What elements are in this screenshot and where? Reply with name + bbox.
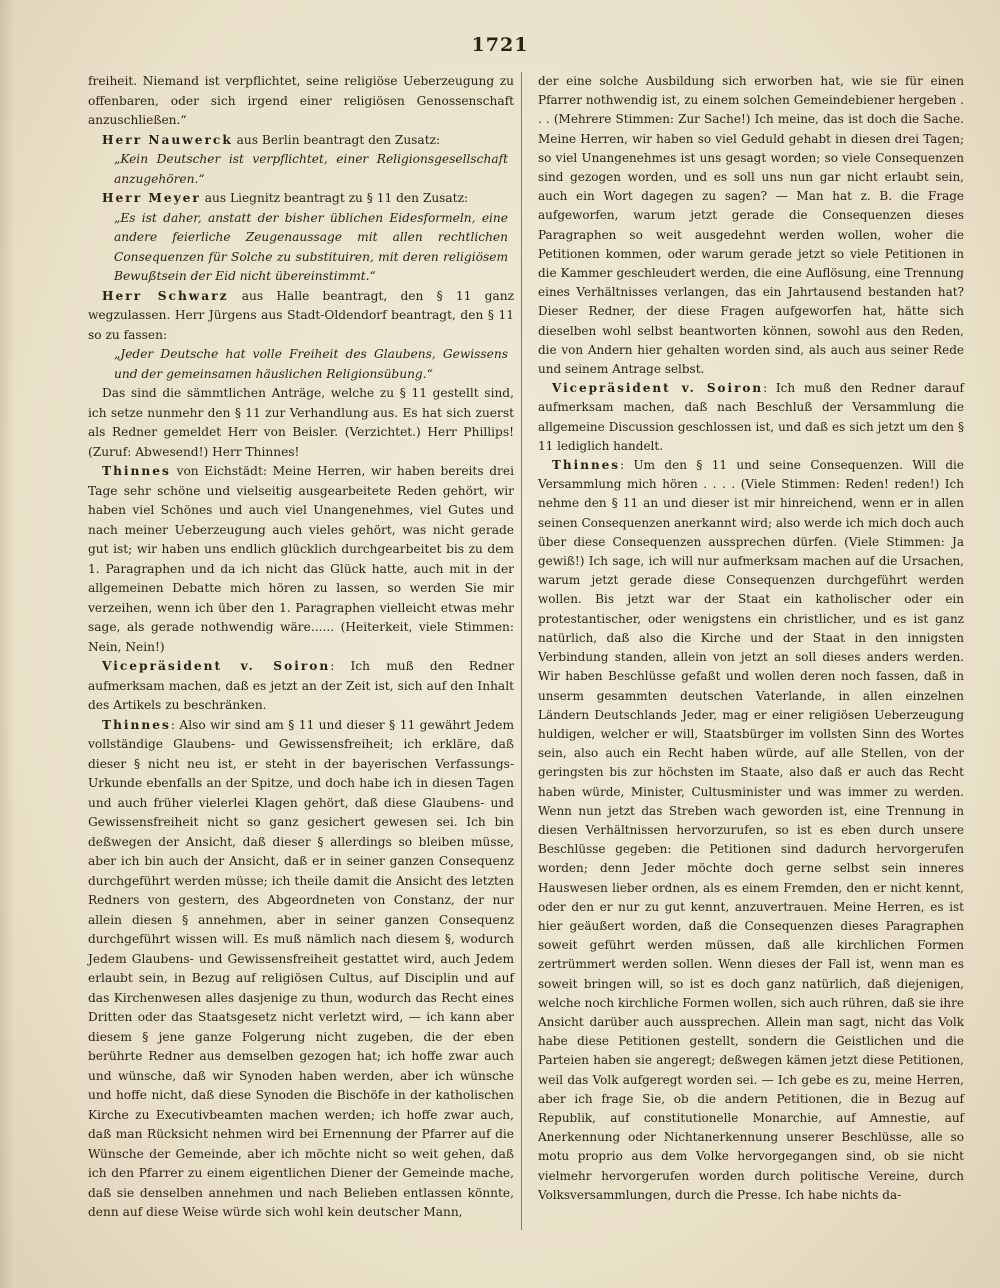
speaker-name: Herr Nauwerck	[102, 132, 233, 147]
paragraph-text: „Kein Deutscher ist verpflichtet, einer Religionsgesellschaft anzugehören.“	[114, 152, 508, 186]
paragraph-text: freiheit. Niemand ist verpflichtet, seine religiöse Ueberzeugung zu offenbaren, oder sich irgend einer religiösen Genossenschaft anzuschließen.“	[88, 74, 514, 127]
paragraph	[88, 72, 514, 131]
paragraph	[88, 657, 514, 716]
paragraph	[88, 384, 514, 462]
speaker-name: Vicepräsident v. Soiron	[552, 381, 764, 396]
left-text-column	[88, 72, 514, 1223]
paragraph-text: : Also wir sind am § 11 und dieser § 11 gewährt Jedem vollständige Glaubens- und Gewissensfreiheit; ich erkläre, daß dieser § nicht neu ist, er steht in der bayerischen Verfassungs-Urkunde ebenfalls an der Spitze, und doch habe ich in diesen Tagen und auch früher vielerlei Klagen gehört, daß diese Glaubens- und Gewissensfreiheit nicht so ganz gesichert gewesen sei. Ich bin deßwegen der Ansicht, daß dieser § allerdings so bleiben müsse, aber ich bin auch der Ansicht, daß er in seiner ganzen Consequenz durchgeführt werden müsse; ich theile damit die Ansicht des letzten Redners von gestern, des Abgeordneten von Constanz, der nur allein diesen § annehmen, aber in seiner ganzen Consequenz durchgeführt wissen will. Es muß nämlich nach diesem §, wodurch Jedem Glaubens- und Gewissensfreiheit gestattet wird, auch Jedem erlaubt sein, in Bezug auf religiösen Cultus, auf Disciplin und auf das Kirchenwesen alles dasjenige zu thun, wodurch das Recht eines Dritten oder das Staatsgesetz nicht verletzt wird, — ich kann aber diesem § jene ganze Folgerung nicht zugeben, die der eben berührte Redner aus demselben gezogen hat; ich hoffe zwar auch und wünsche, daß wir Synoden haben werden, aber ich wünsche und hoffe nicht, daß diese Synoden die Bischöfe in der katholischen Kirche zu Executivbeamten machen werden; ich hoffe zwar auch, daß man Rücksicht nehmen wird bei Ernennung der Pfarrer auf die Wünsche der Gemeinde, aber ich möchte nicht so weit gehen, daß ich den Pfarrer zu einem eigentlichen Diener der Gemeinde mache, daß sie denselben annehmen und nach Belieben entlassen könnte, denn auf diese Weise würde sich wohl kein deutscher Mann,	[88, 717, 514, 1219]
quoted-amendment	[114, 150, 508, 189]
speaker-name: Herr Meyer	[102, 191, 201, 205]
column-divider	[521, 72, 522, 1230]
paragraph-text: „Jeder Deutsche hat volle Freiheit des Glaubens, Gewissens und der gemeinsamen häuslichen Religionsübung.“	[114, 347, 508, 381]
paragraph-text: der eine solche Ausbildung sich erworben hat, wie sie für einen Pfarrer nothwendig ist, zu einem solchen Gemeindebiener hergeben . . . (Mehrere Stimmen: Zur Sache!) Ich meine, das ist doch die Sache. Meine Herren, wir haben so viel Geduld gehabt in diesen drei Tagen; so viel Unangenehmes ist uns gesagt worden; so viele Consequenzen sind gezogen worden, und es soll uns nun gar nicht erlaubt sein, auch ein Wort dagegen zu sagen? — Man hat z. B. die Frage aufgeworfen, warum jetzt gerade die Consequenzen dieses Paragraphen so weit ausgedehnt werden wollen, woher die Petitionen kommen, oder warum gerade jetzt so viele Petitionen in die Kammer geschleudert werden, die eine Auflösung, eine Trennung eines Verhältnisses verlangen, das ein Jahrtausend bestanden hat? Dieser Redner, der diese Fragen aufgeworfen hat, hätte sich dieselben wohl selbst beantworten können, sowohl aus den Reden, die von Andern hier gehalten worden sind, als auch aus seiner Rede und seinem Antrage selbst.	[538, 74, 964, 377]
paragraph-text: : Ich muß den Redner aufmerksam machen, daß es jetzt an der Zeit ist, sich auf den Inhalt des Artikels zu beschränken.	[88, 659, 514, 712]
paragraph-text: Das sind die sämmtlichen Anträge, welche zu § 11 gestellt sind, ich setze nunmehr den § 11 zur Verhandlung aus. Es hat sich zuerst als Redner gemeldet Herr von Beisler. (Verzichtet.) Herr Phillips! (Zuruf: Abwesend!) Herr Thinnes!	[88, 386, 514, 459]
paragraph	[88, 189, 514, 209]
paragraph	[88, 462, 514, 657]
paragraph	[88, 131, 514, 151]
right-text-column	[538, 72, 964, 1205]
paragraph	[88, 287, 514, 346]
paragraph	[538, 456, 964, 1205]
paragraph-text: „Es ist daher, anstatt der bisher üblichen Eidesformeln, eine andere feierliche Zeugenaussage mit allen rechtlichen Consequenzen für Solche zu substituiren, mit deren religiösem Bewußtsein der Eid nicht übereinstimmt.“	[114, 210, 508, 283]
paragraph	[538, 72, 964, 379]
paragraph-text: aus Berlin beantragt den Zusatz:	[232, 132, 441, 147]
speaker-name: Thinnes	[102, 717, 171, 732]
paragraph	[88, 716, 514, 1223]
page-number: 1721	[471, 34, 529, 56]
paragraph-text: aus Halle beantragt, den § 11 ganz wegzulassen. Herr Jürgens aus Stadt-Oldendorf beantragt, den § 11 so zu fassen:	[88, 288, 515, 342]
paragraph-text: : Ich muß den Redner darauf aufmerksam machen, daß nach Beschluß der Versammlung die allgemeine Discussion geschlossen ist, und daß es sich jetzt um den § 11 lediglich handelt.	[538, 381, 964, 453]
speaker-name: Thinnes	[102, 464, 171, 478]
paragraph-text: von Eichstädt: Meine Herren, wir haben bereits drei Tage sehr schöne und vielseitig ausgearbeitete Reden gehört, wir haben viel Schönes und auch viel Unangenehmes, viel Gutes und nach meiner Ueberzeugung auch vieles gehört, was nicht gerade gut ist; wir haben uns endlich glücklich durchgearbeitet bis zu dem 1. Paragraphen und da ich nicht das Glück hatte, auch mit in der allgemeinen Debatte mich hören zu lassen, so werden Sie mir verzeihen, wenn ich über den 1. Paragraphen vielleicht etwas mehr sage, als gerade nothwendig wäre...... (Heiterkeit, viele Stimmen: Nein, Nein!)	[88, 464, 514, 654]
speaker-name: Thinnes	[552, 458, 621, 473]
binding-shadow	[0, 0, 14, 1288]
quoted-amendment	[114, 345, 508, 384]
paragraph-text: aus Liegnitz beantragt zu § 11 den Zusatz:	[200, 191, 469, 205]
paragraph-text: : Um den § 11 und seine Consequenzen. Will die Versammlung mich hören . . . . (Viele Stimmen: Reden! reden!) Ich nehme den § 11 an und dieser ist mir hinreichend, wenn er in allen seinen Consequenzen anerkannt wird; also werde ich mich doch auch über diese Consequenzen aussprechen dürfen. (Viele Stimmen: Ja gewiß!) Ich sage, ich will nur aufmerksam machen auf die Ursachen, warum jetzt gerade diese Consequenzen durchgeführt werden wollen. Bis jetzt war der Staat ein katholischer oder ein protestantischer, oder wenigstens ein christlicher, und es ist ganz natürlich, daß also die Kirche und der Staat in den innigsten Verbindung standen, allein von jetzt an soll dieses anders werden. Wir haben Beschlüsse gefaßt und wollen deren noch fassen, daß in unserm gesammten deutschen Vaterlande, in allen einzelnen Ländern Deutschlands Jeder, mag er einer religiösen Ueberzeugung huldigen, welcher er will, Staatsbürger im vollsten Sinn des Wortes sein, also auch ein Recht haben würde, auf alle Stellen, von der geringsten bis zur höchsten im Staate, also daß er auch das Recht haben würde, Minister, Cultusminister und was immer zu werden. Wenn nun jetzt das Streben wach geworden ist, eine Trennung in diesen Verhältnissen hervorzurufen, so ist es eben durch unsere Beschlüsse gegeben: die Petitionen sind dadurch hervorgerufen worden; denn Jeder möchte doch gerne selbst sein inneres Hauswesen lieber ordnen, als es einem Fremden, den er nicht kennt, oder den er nur zu gut kennt, anzuvertrauen. Meine Herren, es ist hier geäußert worden, daß die Consequenzen dieses Paragraphen soweit geführt werden müssen, daß alle kirchlichen Formen zertrümmert werden sollen. Wenn dieses der Fall ist, wenn man es soweit bringen will, so ist es doch ganz natürlich, daß diejenigen, welche noch kirchliche Formen wollen, sich auch rühren, daß sie ihre Ansicht darüber auch aussprechen. Allein man sagt, nicht das Volk habe diese Petitionen gestellt, sondern die Geistlichen und die Parteien haben sie angeregt; deßwegen kämen jetzt diese Petitionen, weil das Volk aufgeregt worden sei. — Ich gebe es zu, meine Herren, aber ich frage Sie, ob die andern Petitionen, die in Bezug auf Republik, auf constitutionelle Monarchie, auf Amnestie, auf Anerkennung oder Nichtanerkennung unserer Beschlüsse, alle so motu proprio aus dem Volke hervorgegangen sind, ob sie nicht vielmehr hervorgerufen worden durch politische Vereine, durch Volksversammlungen, durch die Presse. Ich habe nichts da-	[538, 458, 964, 1202]
paragraph	[538, 379, 964, 456]
speaker-name: Vicepräsident v. Soiron	[102, 659, 331, 673]
speaker-name: Herr Schwarz	[102, 288, 229, 303]
quoted-amendment	[114, 209, 508, 287]
